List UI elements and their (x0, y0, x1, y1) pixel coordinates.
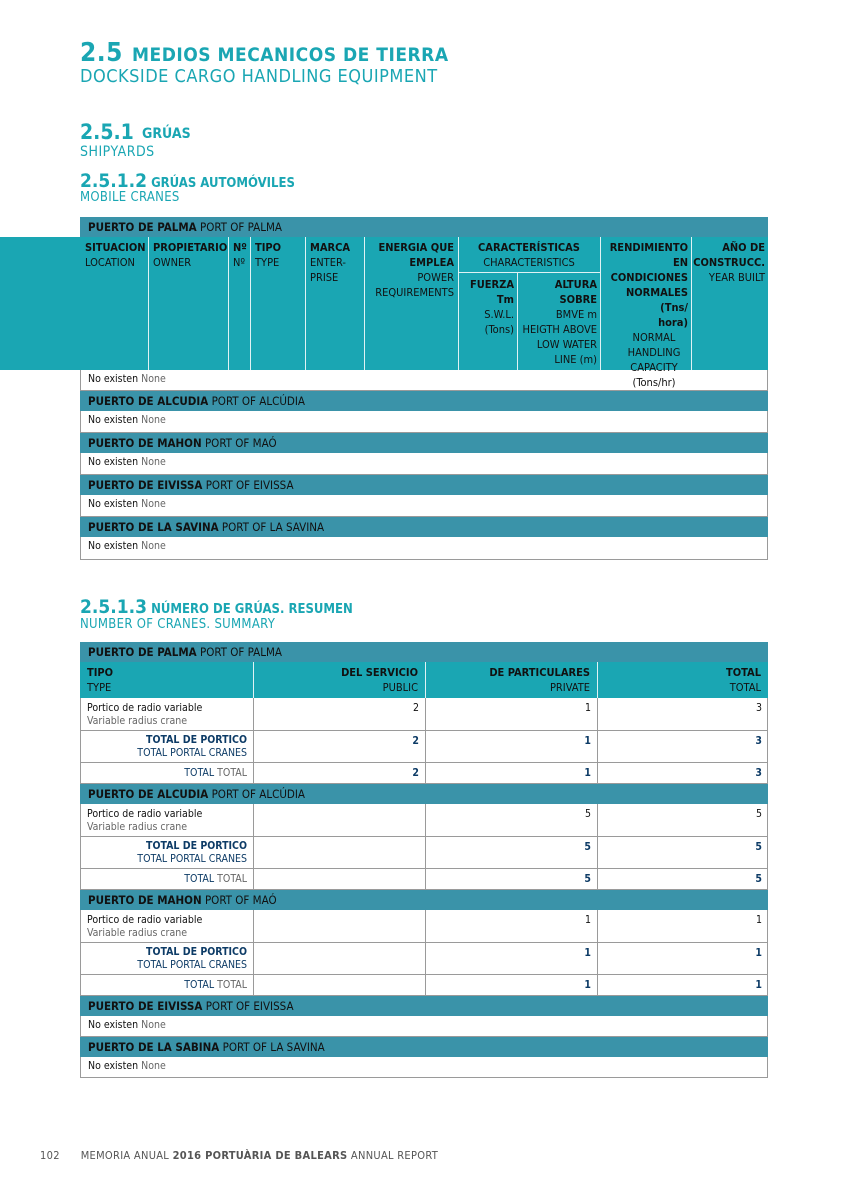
port-bar-alcudia (80, 784, 768, 804)
none-es: No existen (88, 1019, 139, 1031)
port-name-es: PUERTO DE ALCUDIA (88, 787, 209, 801)
crane-type-es: Portico de radio variable (87, 702, 203, 714)
port-bar-eivissa: PUERTO DE EIVISSA PORT OF EIVISSA (80, 475, 768, 495)
value-cell: 1 (584, 979, 591, 991)
none-row (80, 1057, 768, 1078)
value-cell: 3 (755, 767, 762, 779)
mobile-cranes-heading-en: MOBILE CRANES (80, 190, 180, 205)
total-label-en: TOTAL (217, 873, 247, 885)
crane-type-en: Variable radius crane (87, 821, 188, 833)
section-number: 2.5 (80, 38, 123, 68)
summary-heading-en: NUMBER OF CRANES. SUMMARY (80, 617, 276, 632)
total-portico-es: TOTAL DE PORTICO (146, 734, 247, 746)
crane-type-es: Portico de radio variable (87, 808, 203, 820)
heading-number: 2.5.1.2 (80, 170, 148, 192)
col-capacity: RENDIMIENTO EN CONDICIONES NORMALES (Tns/ hora) NORMAL HANDLING CAPACITY (Tons/hr) (609, 241, 688, 389)
port-bar-palma (80, 217, 768, 237)
total-portico-en: TOTAL PORTAL CRANES (137, 747, 247, 759)
port-bar-palma (80, 642, 768, 662)
value-cell: 3 (755, 735, 762, 747)
subsection-number: 2.5.1 (80, 120, 134, 144)
total-portico-es: TOTAL DE PORTICO (146, 946, 247, 958)
value-cell: 2 (412, 735, 419, 747)
port-bar-alcudia: PUERTO DE ALCUDIA PORT OF ALCÚDIA (80, 391, 768, 411)
col-swl: FUERZA Tm S.W.L. (Tons) (469, 278, 514, 336)
value-cell: 5 (584, 873, 591, 885)
port-name-en: PORT OF PALMA (199, 220, 283, 234)
value-cell: 5 (584, 808, 591, 820)
col-total (604, 665, 761, 695)
total-label-en: TOTAL (217, 979, 247, 991)
value-cell: 5 (584, 841, 591, 853)
port-name-en: PORT OF MAÓ (204, 893, 277, 907)
page-number: 102 (40, 1149, 60, 1162)
crane-type-en: Variable radius crane (87, 927, 188, 939)
col-power: ENERGIA QUE EMPLEA POWER REQUIREMENTS (375, 241, 454, 299)
total-portico-es: TOTAL DE PORTICO (146, 840, 247, 852)
none-row (80, 1016, 768, 1037)
none-row: No existen None (80, 411, 768, 433)
total-label-es: TOTAL (184, 767, 215, 779)
col-height: ALTURA SOBRE BMVE m HEIGTH ABOVE LOW WATER LINE (m) (522, 278, 597, 366)
cell-divider (253, 804, 254, 837)
section-title-en: DOCKSIDE CARGO HANDLING EQUIPMENT (80, 66, 438, 87)
heading-number: 2.5.1.3 (80, 596, 148, 618)
col-enterprise: MARCA ENTER- PRISE (310, 241, 351, 284)
col-tipo (87, 665, 246, 695)
col-type: TIPO TYPE (255, 241, 282, 269)
total-label-es: TOTAL (184, 873, 215, 885)
header-divider (597, 662, 598, 698)
col-label-es: TOTAL (725, 666, 761, 679)
col-part (432, 665, 590, 695)
none-row: No existen None (80, 537, 768, 560)
subsection-title-en: SHIPYARDS (80, 144, 155, 160)
col-location: SITUACION LOCATION (85, 241, 146, 269)
port-bar-mahon: PUERTO DE MAHON PORT OF MAÓ (80, 433, 768, 453)
col-label-es: TIPO (87, 666, 114, 679)
col-year: AÑO DE CONSTRUCC. YEAR BUILT (693, 241, 765, 284)
col-number: Nº Nº (233, 241, 247, 269)
value-cell: 5 (755, 808, 762, 820)
col-label-en: PUBLIC (382, 681, 418, 694)
cell-divider (253, 975, 254, 996)
value-cell: 1 (584, 947, 591, 959)
value-cell: 1 (755, 947, 762, 959)
col-label-en: PRIVATE (549, 681, 590, 694)
none-en: None (141, 1019, 166, 1031)
port-name-en: PORT OF ALCÚDIA (211, 787, 306, 801)
heading-title-es: GRÚAS AUTOMÓVILES (151, 176, 295, 191)
page-footer: 102 MEMORIA ANUAL 2016 PORTUÀRIA DE BALEARS ANNUAL REPORT (40, 1149, 439, 1162)
mobile-cranes-heading (80, 170, 295, 192)
crane-type-en: Variable radius crane (87, 715, 188, 727)
port-name-en: PORT OF PALMA (199, 645, 283, 659)
none-row: No existen None (80, 495, 768, 517)
cell-divider (253, 910, 254, 943)
cell-divider (253, 837, 254, 869)
value-cell: 2 (412, 702, 419, 714)
total-label (80, 767, 247, 780)
value-cell: 1 (755, 979, 762, 991)
heading-title-es: NÚMERO DE GRÚAS. RESUMEN (151, 602, 353, 617)
value-cell: 2 (412, 767, 419, 779)
header-divider (425, 662, 426, 698)
port-name-es: PUERTO DE PALMA (88, 220, 197, 234)
crane-type-es: Portico de radio variable (87, 914, 203, 926)
value-cell: 1 (584, 702, 591, 714)
port-name-en: PORT OF LA SAVINA (222, 1040, 325, 1054)
port-name-es: PUERTO DE EIVISSA (88, 999, 203, 1013)
section-title-es: MEDIOS MECANICOS DE TIERRA (132, 44, 449, 66)
port-bar-mahon (80, 890, 768, 910)
value-cell: 1 (584, 914, 591, 926)
header-divider (253, 662, 254, 698)
total-label (80, 873, 247, 886)
col-label-es: DE PARTICULARES (489, 666, 590, 679)
total-label-es: TOTAL (184, 979, 215, 991)
value-cell: 5 (755, 873, 762, 885)
total-portico-en: TOTAL PORTAL CRANES (137, 959, 247, 971)
port-bar-eivissa (80, 996, 768, 1016)
col-label-en: TOTAL (729, 681, 761, 694)
port-bar-la-savina: PUERTO DE LA SAVINA PORT OF LA SAVINA (80, 517, 768, 537)
subsection-title-es: GRÚAS (142, 126, 191, 142)
col-owner: PROPIETARIO OWNER (153, 241, 228, 269)
total-label (80, 979, 247, 992)
none-es: No existen (88, 1060, 139, 1072)
port-name-en: PORT OF EIVISSA (205, 999, 294, 1013)
col-serv (260, 665, 418, 695)
summary-heading (80, 596, 353, 618)
value-cell: 3 (755, 702, 762, 714)
value-cell: 1 (584, 735, 591, 747)
value-cell: 1 (755, 914, 762, 926)
port-bar-la-sabina (80, 1037, 768, 1057)
port-name-es: PUERTO DE PALMA (88, 645, 197, 659)
col-characteristics: CARACTERÍSTICAS CHARACTERISTICS (478, 241, 580, 269)
total-portico-en: TOTAL PORTAL CRANES (137, 853, 247, 865)
cell-divider (253, 943, 254, 975)
col-label-en: TYPE (87, 681, 112, 694)
value-cell: 1 (584, 767, 591, 779)
col-label-es: DEL SERVICIO (341, 666, 418, 679)
total-label-en: TOTAL (217, 767, 247, 779)
none-en: None (141, 1060, 166, 1072)
cell-divider (253, 869, 254, 890)
none-row: No existen None (80, 370, 768, 391)
port-name-es: PUERTO DE LA SABINA (88, 1040, 220, 1054)
none-row: No existen None (80, 453, 768, 475)
port-name-es: PUERTO DE MAHON (88, 893, 202, 907)
value-cell: 5 (755, 841, 762, 853)
